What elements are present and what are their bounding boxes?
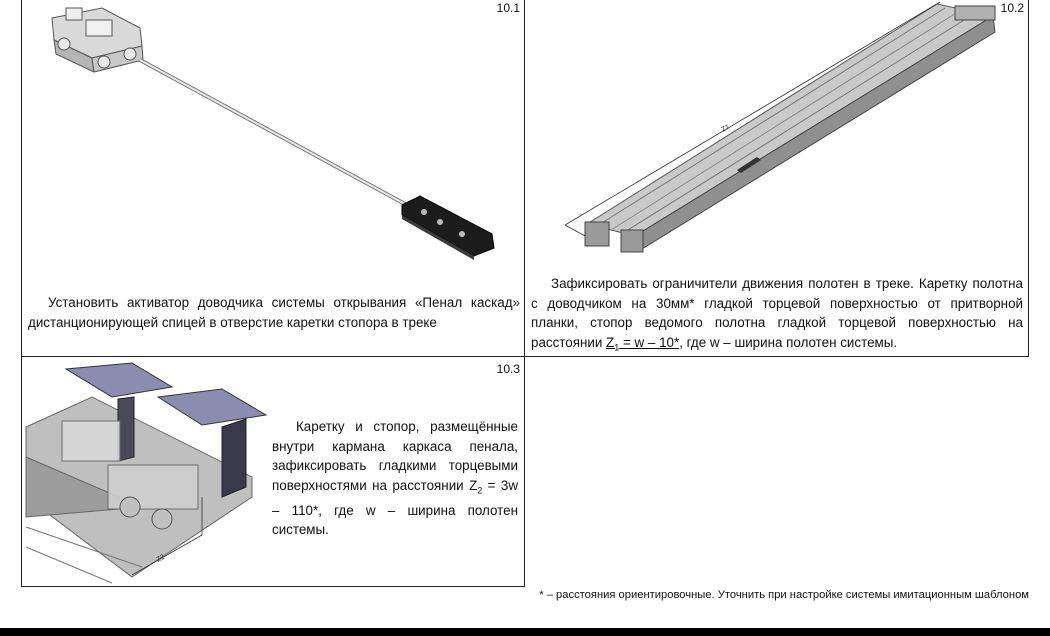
formula-z1: $Z_1 = w - 10*$ (606, 334, 680, 353)
step-number: 10.3 (496, 362, 520, 376)
instruction-text (272, 417, 518, 540)
panel-10-2 (525, 0, 1029, 357)
step-number: 10.2 (1000, 1, 1024, 15)
carriage-block-drawing (52, 8, 143, 72)
panel-10-3 (21, 357, 525, 587)
instruction-text (531, 274, 1023, 358)
step-number: 10.1 (496, 1, 520, 15)
text-part: , где w – ширина полотен системы. (272, 502, 518, 538)
activator-rod-illustration (22, 0, 526, 270)
footnote: * – расстояния ориентировочные. Уточнить при настройке системы имитационным шаблоном (539, 589, 1029, 601)
spacer-rod-drawing (140, 60, 416, 210)
bottom-bar (0, 628, 1050, 636)
formula-z2: $Z_2 = 3w - 110*$ (272, 477, 518, 518)
text-part: Зафиксировать ограничители движения полотен в треке. Каретку полотна с доводчиком на 30мм* гладкой торцевой поверхностью от притворной планки, стопор ведомого полотна гладкой торцевой поверхностью на расстоянии (531, 276, 1023, 350)
instruction-text: Установить активатор доводчика системы открывания «Пенал каскад» дистанционирующей спицей в отверстие каретки стопора в треке (28, 295, 520, 330)
pocket-frame-illustration (22, 357, 272, 585)
activator-plate-drawing (402, 196, 494, 260)
dimension-label: Z2 (155, 553, 167, 564)
frame-profile-drawing (26, 363, 266, 583)
text-part: , где w – ширина полотен системы. (679, 334, 898, 350)
text-part: Каретку и стопор, размещённые внутри кармана каркаса пенала, зафиксировать гладкими торцевыми поверхностями на расстоянии (272, 419, 518, 493)
panel-10-1 (21, 0, 525, 357)
track-rail-drawing (585, 4, 995, 252)
track-rail-illustration (525, 0, 1029, 270)
instruction-grid (21, 0, 1029, 587)
dimension-label: Z1 (720, 123, 732, 134)
